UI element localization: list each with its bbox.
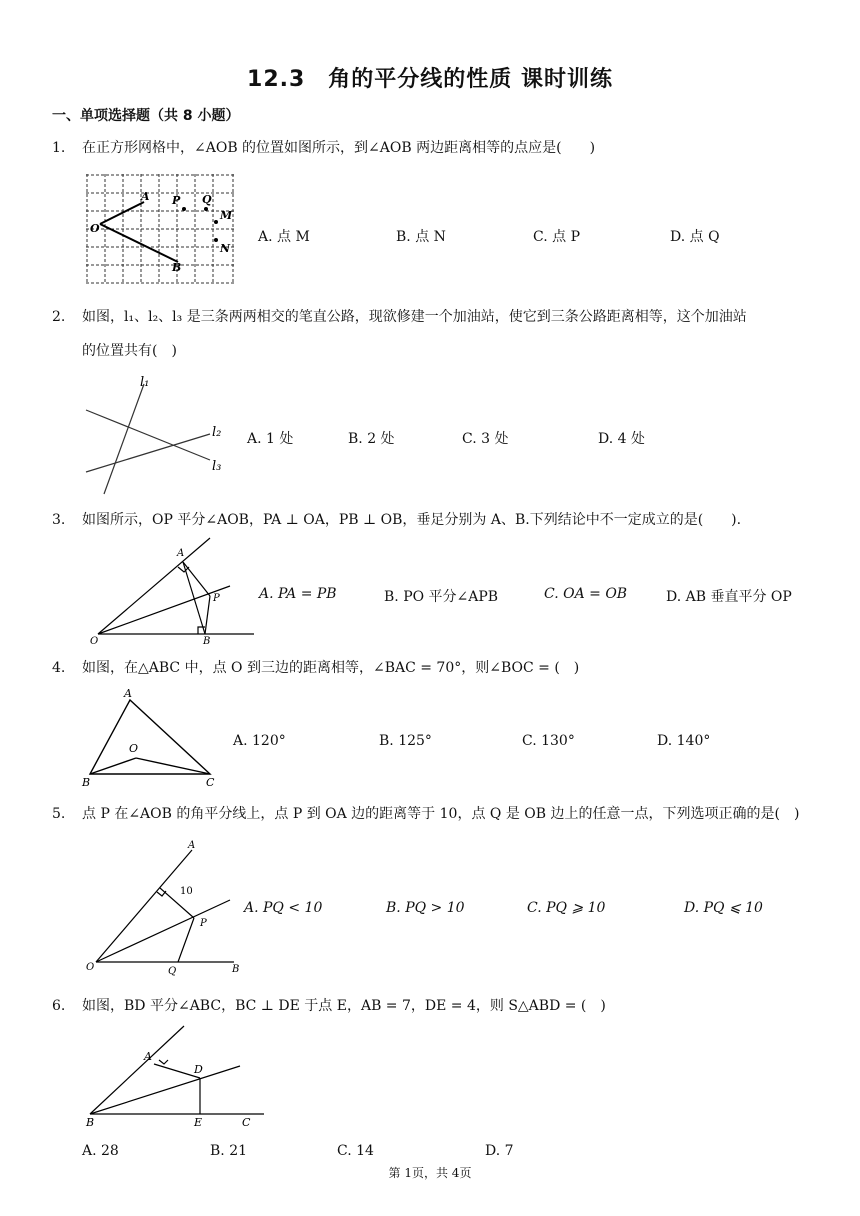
figure-bisector-distance xyxy=(84,836,254,976)
option-b[interactable]: B. PO 平分∠APB xyxy=(384,589,499,605)
label-C: C xyxy=(206,776,215,789)
label-M: M xyxy=(220,209,233,222)
question-text: 如图，在△ABC 中，点 O 到三边的距离相等，∠BAC = 70°，则∠BOC = ( ) xyxy=(82,660,580,676)
option-a[interactable]: A. 28 xyxy=(82,1143,119,1159)
question-text: 如图所示，OP 平分∠AOB，PA ⊥ OA，PB ⊥ OB，垂足分别为 A、B.下列结论中不一定成立的是( ). xyxy=(82,512,742,528)
question-text-line-1: 如图，l₁、l₂、l₃ 是三条两两相交的笔直公路，现欲修建一个加油站，使它到三条公路距离相等，这个加油站 xyxy=(82,309,747,325)
question-text-line-2: 的位置共有( ) xyxy=(82,343,177,359)
label-O: O xyxy=(86,962,95,973)
figure-three-lines xyxy=(84,372,234,496)
page-footer: 第 1页，共 4页 xyxy=(388,1166,472,1180)
question-number: 1. xyxy=(52,140,66,156)
label-Q: Q xyxy=(168,966,177,977)
label-A: A xyxy=(124,687,132,700)
label-B: B xyxy=(172,261,182,274)
question-text: 在正方形网格中，∠AOB 的位置如图所示，到∠AOB 两边距离相等的点应是( ) xyxy=(82,140,596,156)
label-10: 10 xyxy=(180,886,193,897)
question-number: 2. xyxy=(52,309,66,325)
figure-angle-bisector xyxy=(90,538,260,646)
option-d[interactable]: D. AB 垂直平分 OP xyxy=(666,589,792,605)
question-number: 4. xyxy=(52,660,66,676)
option-c[interactable]: C. 点 P xyxy=(533,229,580,245)
option-c[interactable]: C. 3 处 xyxy=(462,431,509,447)
option-b[interactable]: B. 21 xyxy=(210,1143,248,1159)
label-Q: Q xyxy=(202,193,212,206)
option-c[interactable]: C. PQ ⩾ 10 xyxy=(527,900,606,916)
page-title: 12.3 角的平分线的性质 课时训练 xyxy=(247,67,613,92)
question-text: 如图，BD 平分∠ABC，BC ⊥ DE 于点 E，AB = 7，DE = 4，则 S△ABD = ( ) xyxy=(82,998,606,1014)
label-B: B xyxy=(82,776,91,789)
label-D: D xyxy=(194,1063,203,1076)
section-heading: 一、单项选择题（共 8 小题） xyxy=(52,108,240,124)
label-A: A xyxy=(141,190,150,203)
label-C: C xyxy=(242,1116,251,1129)
option-c[interactable]: C. 130° xyxy=(522,733,575,749)
label-A: A xyxy=(144,1050,152,1063)
option-a[interactable]: A. 1 处 xyxy=(247,431,294,447)
option-a[interactable]: A. PQ < 10 xyxy=(244,900,323,916)
option-d[interactable]: D. PQ ⩽ 10 xyxy=(684,900,763,916)
label-O: O xyxy=(129,742,139,755)
option-a[interactable]: A. 点 M xyxy=(258,229,310,245)
option-c[interactable]: C. OA = OB xyxy=(544,586,628,602)
option-d[interactable]: D. 140° xyxy=(657,733,711,749)
option-d[interactable]: D. 4 处 xyxy=(598,431,645,447)
label-A: A xyxy=(188,840,196,851)
figure-grid-angle xyxy=(86,174,236,286)
question-number: 6. xyxy=(52,998,66,1014)
option-c[interactable]: C. 14 xyxy=(337,1143,374,1159)
option-d[interactable]: D. 点 Q xyxy=(670,229,720,245)
label-A: A xyxy=(177,548,185,559)
question-text: 点 P 在∠AOB 的角平分线上，点 P 到 OA 边的距离等于 10，点 Q 是 OB 边上的任意一点，下列选项正确的是( ) xyxy=(82,806,800,822)
question-number: 3. xyxy=(52,512,66,528)
label-O: O xyxy=(90,222,100,235)
figure-triangle-incenter xyxy=(80,686,220,790)
label-P: P xyxy=(172,194,181,207)
label-E: E xyxy=(194,1116,203,1129)
label-P: P xyxy=(213,593,220,604)
figure-bisector-area xyxy=(84,1026,274,1132)
label-N: N xyxy=(220,242,231,255)
label-O: O xyxy=(90,636,99,647)
option-a[interactable]: A. 120° xyxy=(233,733,286,749)
label-B: B xyxy=(232,964,240,975)
option-b[interactable]: B. PQ > 10 xyxy=(386,900,465,916)
question-number: 5. xyxy=(52,806,66,822)
label-B: B xyxy=(203,636,211,647)
label-B: B xyxy=(86,1116,95,1129)
label-P: P xyxy=(200,918,207,929)
label-l2: l₂ xyxy=(212,425,222,440)
option-a[interactable]: A. PA = PB xyxy=(259,586,337,602)
option-b[interactable]: B. 125° xyxy=(379,733,432,749)
option-d[interactable]: D. 7 xyxy=(485,1143,514,1159)
option-b[interactable]: B. 点 N xyxy=(396,229,446,245)
label-l1: l₁ xyxy=(140,375,150,390)
label-l3: l₃ xyxy=(212,459,222,474)
option-b[interactable]: B. 2 处 xyxy=(348,431,395,447)
